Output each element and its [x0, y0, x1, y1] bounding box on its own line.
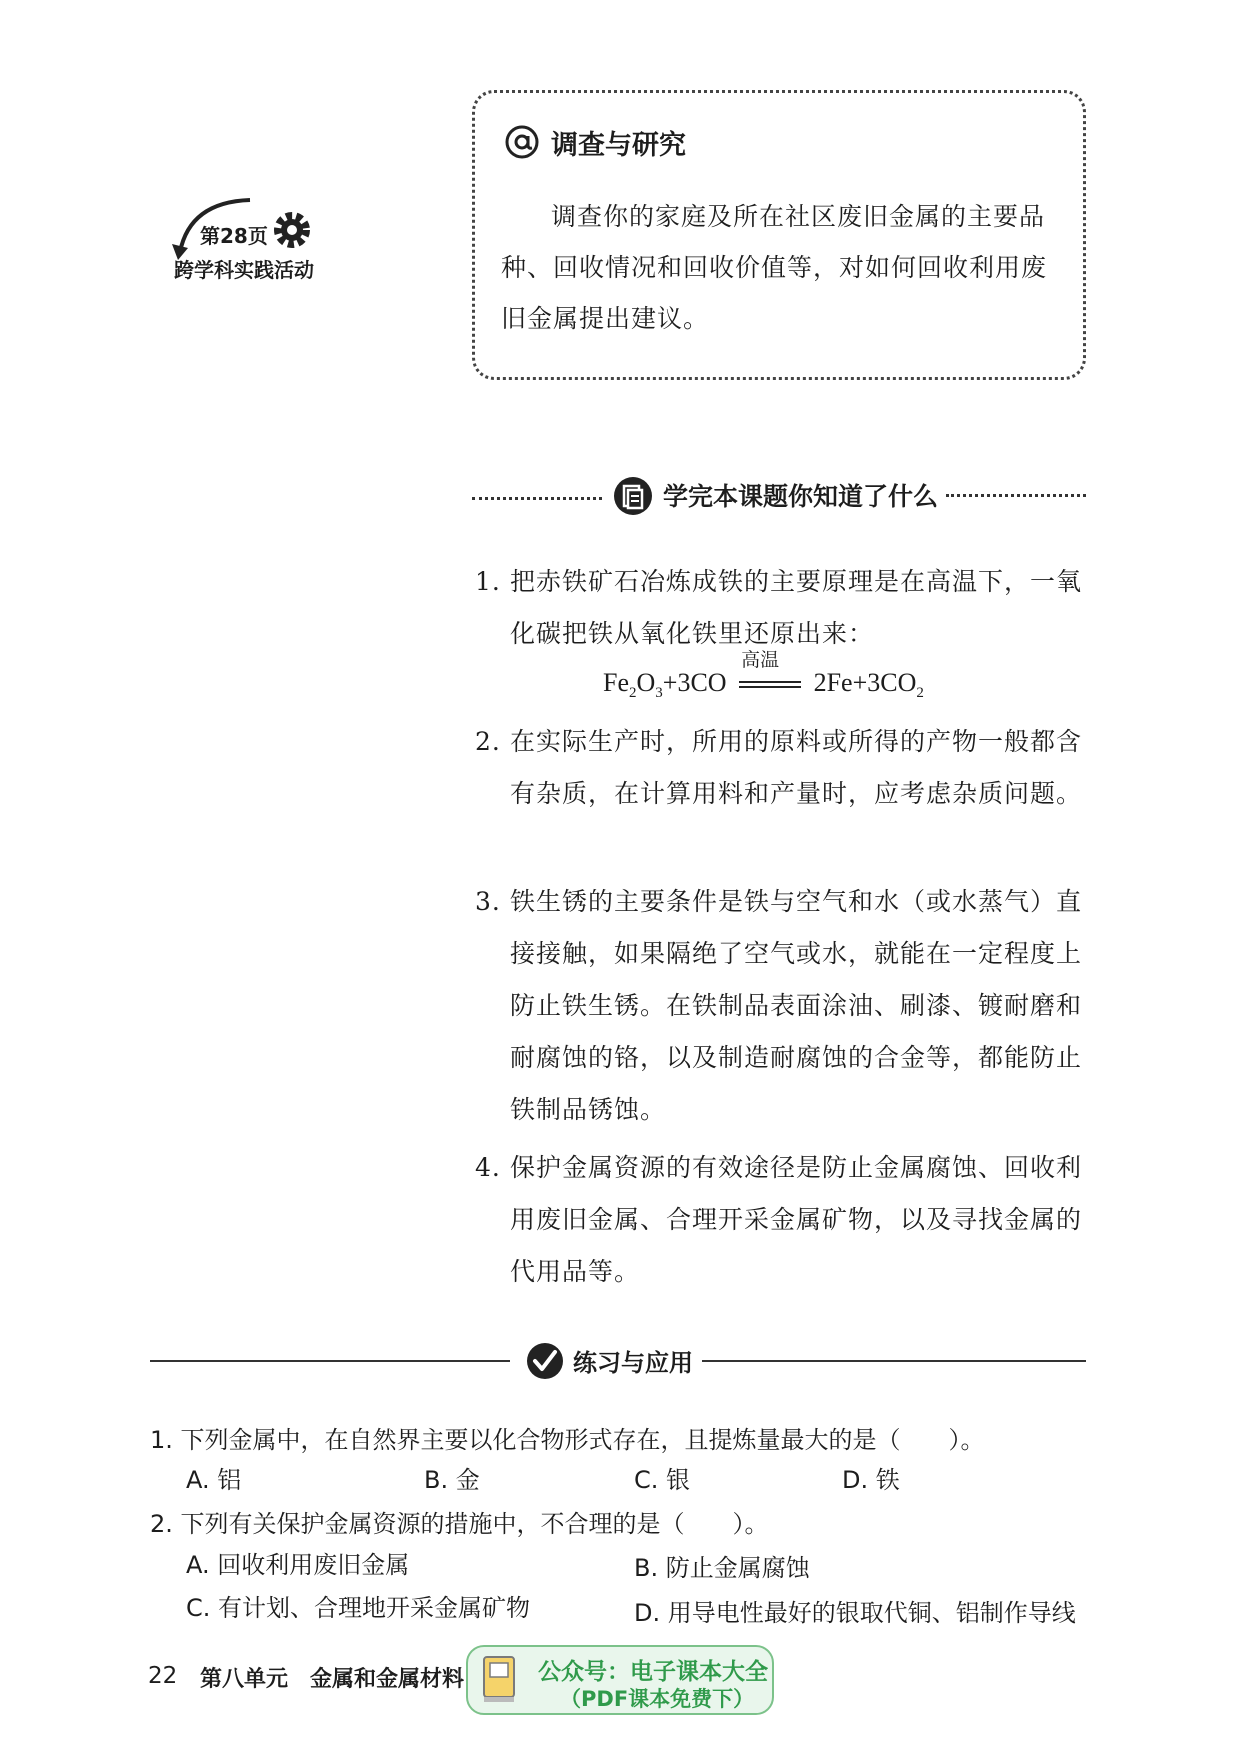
equation-lhs-rest: +3CO: [662, 668, 727, 697]
at-sign-icon: [505, 125, 539, 159]
watermark-line1: 公众号：电子课本大全: [538, 1659, 768, 1685]
summary-item-text: 把赤铁矿石冶炼成铁的主要原理是在高温下，一氧化碳把铁从氧化铁里还原出来：: [510, 567, 1083, 648]
divider-line: [150, 1360, 510, 1362]
summary-item: [475, 1142, 1087, 1298]
question-option: C. 银: [634, 1466, 691, 1494]
summary-title: 学完本课题你知道了什么: [663, 482, 939, 511]
divider-dots: [946, 494, 1086, 497]
summary-item-text: 在实际生产时，所用的原料或所得的产物一般都含有杂质，在计算用料和产量时，应考虑杂质问题。: [510, 727, 1083, 808]
summary-item: [475, 556, 1087, 660]
research-title: 调查与研究: [551, 130, 686, 161]
summary-item: [475, 716, 1087, 820]
book-icon: [482, 1655, 518, 1705]
equation-lhs-fe: Fe: [603, 668, 629, 697]
divider-dots: [472, 497, 602, 500]
question-option: A. 回收利用废旧金属: [186, 1551, 410, 1579]
question-option: D. 用导电性最好的银取代铜、铝制作导线: [634, 1599, 1076, 1627]
page-number: 22: [148, 1663, 178, 1689]
side-activity-label: 跨学科实践活动: [174, 258, 314, 282]
summary-item-number: 3.: [475, 887, 501, 916]
watermark-line2: （PDF课本免费下）: [560, 1687, 755, 1711]
summary-item: [475, 876, 1087, 1136]
summary-item-text: 铁生锈的主要条件是铁与空气和水（或水蒸气）直接接触，如果隔绝了空气或水，就能在一定程度上防止铁生锈。在铁制品表面涂油、刷漆、镀耐磨和耐腐蚀的铬，以及制造耐腐蚀的合金等，都能防止铁制品锈蚀。: [510, 887, 1083, 1124]
chemical-equation: [603, 649, 924, 702]
summary-item-number: 1.: [475, 567, 501, 596]
equation-lhs-sub2: 3: [655, 685, 663, 702]
question-option: A. 铝: [186, 1466, 242, 1494]
exercise-title: 练习与应用: [573, 1349, 693, 1377]
watermark-badge: [466, 1645, 774, 1715]
equation-rhs-sub: 2: [916, 685, 924, 702]
equation-rhs: 2Fe+3CO: [813, 668, 917, 697]
question-option: B. 金: [424, 1466, 480, 1494]
question-option: B. 防止金属腐蚀: [634, 1554, 810, 1582]
summary-item-number: 2.: [475, 727, 501, 756]
unit-name: 第八单元 金属和金属材料: [200, 1667, 465, 1692]
question-stem: 1. 下列金属中，在自然界主要以化合物形式存在，且提炼量最大的是（ ）。: [150, 1426, 985, 1454]
question-option: D. 铁: [842, 1466, 900, 1494]
equation-lhs-o: O: [636, 668, 656, 697]
question-stem: 2. 下列有关保护金属资源的措施中，不合理的是（ ）。: [150, 1510, 769, 1538]
equation-lhs-sub1: 2: [629, 685, 637, 702]
summary-item-text: 保护金属资源的有效途径是防止金属腐蚀、回收利用废旧金属、合理开采金属矿物，以及寻找金属的代用品等。: [510, 1153, 1083, 1286]
side-page-label: 第28页: [200, 224, 268, 248]
question-option: C. 有计划、合理地开采金属矿物: [186, 1594, 531, 1622]
research-box: [472, 90, 1086, 380]
divider-line: [702, 1360, 1086, 1362]
summary-item-number: 4.: [475, 1153, 501, 1182]
pencil-check-icon: [526, 1342, 564, 1380]
side-tag: [170, 192, 330, 282]
book-summary-icon: [613, 476, 653, 516]
equation-equals-sign: [739, 649, 801, 695]
equation-condition: 高温: [741, 649, 780, 672]
research-text: 调查你的家庭及所在社区废旧金属的主要品种、回收情况和回收价值等，对如何回收利用废旧金属提出建议。: [501, 202, 1048, 333]
